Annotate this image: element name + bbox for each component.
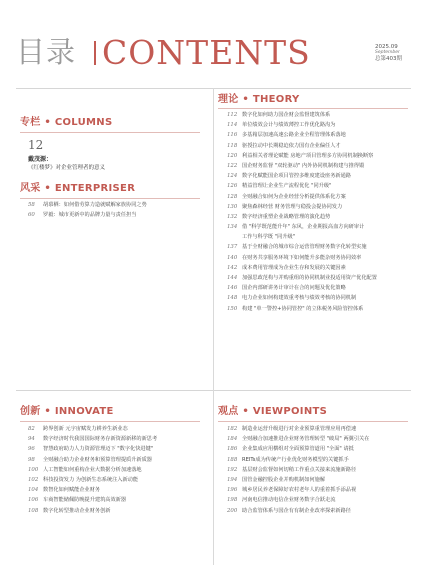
list-item[interactable]: 120 利益相关者理论赋能 房地产项目管理多方协同机制换断察: [227, 152, 374, 159]
columns-article-subtitle: 《红楼梦》对企业管理者的意义: [28, 165, 106, 171]
list-item[interactable]: 126 精益管理让企业生产流程优化 "同升级": [227, 183, 332, 190]
list-item[interactable]: 134 借 "科学既范能升年" 东风，企业期报高血方向研审计: [227, 224, 365, 231]
list-item[interactable]: 130 聚焦森林经营 财务管理与稳投会提协同发力: [227, 203, 343, 210]
issue-year-month: 2025.09: [375, 44, 398, 50]
innovate-list: [28, 426, 157, 518]
section-label-innovate: 创新 • INNOVATE: [20, 406, 114, 417]
section-label-columns: 专栏 • COLUMNS: [20, 117, 113, 128]
list-item[interactable]: 94 数字经济时代我国国际财务存新资源新移的新思考: [28, 436, 158, 443]
masthead-english-title: CONTENTS: [102, 33, 311, 72]
masthead: [16, 33, 411, 72]
masthead-divider: [94, 41, 96, 65]
list-item[interactable]: 137 基于全财融合的城市综合运营管理财务数字化转型实施: [227, 244, 367, 251]
list-item[interactable]: 140 在财务共享服务环境下如何能升多能杂财务协同效率: [227, 254, 362, 261]
list-item[interactable]: 104 数智化如何赋能企业财务: [28, 487, 101, 494]
section-underline-enterpriser: [20, 198, 200, 199]
list-item[interactable]: 106 车商智能储佩防晚提升建筑高效新器: [28, 497, 127, 504]
list-item[interactable]: 96 智慧政府助力人力资源管理迈下 "数字化快进键": [28, 446, 154, 453]
list-item[interactable]: 146 国企内部研讲务计审计在合的问题及优化策略: [227, 285, 346, 292]
list-item[interactable]: 100 人工智能如何重构企业大数据分析加速落地: [28, 466, 142, 473]
list-item[interactable]: 196 城乡居民养老保障好农村老年人的重着抓手添品视: [227, 487, 357, 494]
list-item[interactable]: 122 国企财务监督 "双轮驱动" 内外协同机制构建与推得锻: [227, 162, 365, 169]
list-item[interactable]: 118 驱授拉动中长期稳迫依力国有企业偏任人才: [227, 142, 341, 149]
section-underline-theory: [218, 108, 408, 109]
section-underline-viewpoints: [218, 421, 408, 422]
section-label-enterpriser: 风采 • ENTERPRISER: [20, 183, 136, 194]
list-item[interactable]: 132 数字经济重塑企业战略管理的演化趋势: [227, 213, 331, 220]
list-item[interactable]: 124 数字化赋能国企项目管控多维度建设座务新通路: [227, 173, 351, 180]
list-item[interactable]: 58 胡慕栖：如何借劳算力造就赋解家族协同之势: [28, 202, 147, 208]
masthead-chinese-title: 目录: [16, 35, 77, 69]
list-item-continuation[interactable]: 工作与科学既 "同升级": [242, 234, 296, 241]
section-label-theory: 理论 • THEORY: [218, 94, 300, 105]
list-item[interactable]: 200 助合监管体系与国企有有制企业改率探索新路径: [227, 507, 351, 514]
list-item[interactable]: 198 河南电信推动电信企业财务数字合跃走流: [227, 497, 336, 504]
enterpriser-list: [28, 202, 147, 222]
section-label-viewpoints: 观点 • VIEWPOINTS: [218, 406, 328, 417]
list-item[interactable]: 194 国管金融控股企业并购机制如何施解: [227, 476, 326, 483]
list-item[interactable]: 182 制造业运营升级进行对企业预算重管理应用再偿速: [227, 426, 357, 432]
list-item[interactable]: 116 多基箱层加速高速公路企业全程管理体系落地: [227, 132, 346, 139]
list-item[interactable]: 192 基层财会监督如何切稍工作重点关接来流施新路径: [227, 466, 357, 473]
columns-page-number: 12: [28, 138, 44, 152]
issue-info: [375, 44, 402, 62]
list-item[interactable]: 186 企业集成应用横组对全面预算管道用 "全面" 请抵: [227, 446, 354, 453]
list-item[interactable]: 82 跨界创新 元宇宙赋发力耕养生新业态: [28, 426, 128, 432]
columns-article-title: 戴茂源：: [28, 156, 53, 163]
issue-total: 总第403期: [375, 56, 402, 62]
list-item[interactable]: 142 成本费用管理成为企业生存和发展的关键因素: [227, 264, 346, 271]
list-item[interactable]: 148 电力企业如何构建效重考核与绩效考核的协同机制: [227, 295, 357, 302]
section-underline-innovate: [20, 421, 200, 422]
section-underline-columns: [20, 132, 200, 133]
list-item[interactable]: 112 数字化如何助力国企财会监督建筑体系: [227, 112, 331, 118]
list-item[interactable]: 60 罗毅：城市更新中的品牌力量与责任担当: [28, 212, 137, 219]
list-item[interactable]: 102 科技投资发力 为创新生态系统注入新动能: [28, 476, 139, 483]
viewpoints-list: [227, 426, 369, 518]
list-item[interactable]: 114 单位绩效会计与绩效薄控工作优化路沟为: [227, 122, 336, 129]
list-item[interactable]: 128 全财融合如何为企业经营分析提供体系化方案: [227, 193, 346, 200]
list-item[interactable]: 184 全财融合加速推进企业财务管理转型 "破局" 两翼引关在: [227, 436, 370, 443]
list-item[interactable]: 144 加强思政范构与并购重组的协同机制业投适用资产优化配置: [227, 275, 377, 281]
theory-list: [227, 112, 377, 316]
column-divider: [213, 88, 214, 565]
issue-month-en: September: [375, 50, 400, 55]
list-item[interactable]: 108 数字化转型推动企业财务创新: [28, 507, 111, 514]
list-item[interactable]: 188 REITs成为传统产行业优化财务模型的关键抓手: [227, 456, 349, 463]
list-item[interactable]: 150 构建 "单一警控+协同管控" 的立体税务风险管控体系: [227, 305, 364, 312]
list-item[interactable]: 98 全财融合助力企业财务和预算管理提质升新质器: [28, 456, 152, 463]
